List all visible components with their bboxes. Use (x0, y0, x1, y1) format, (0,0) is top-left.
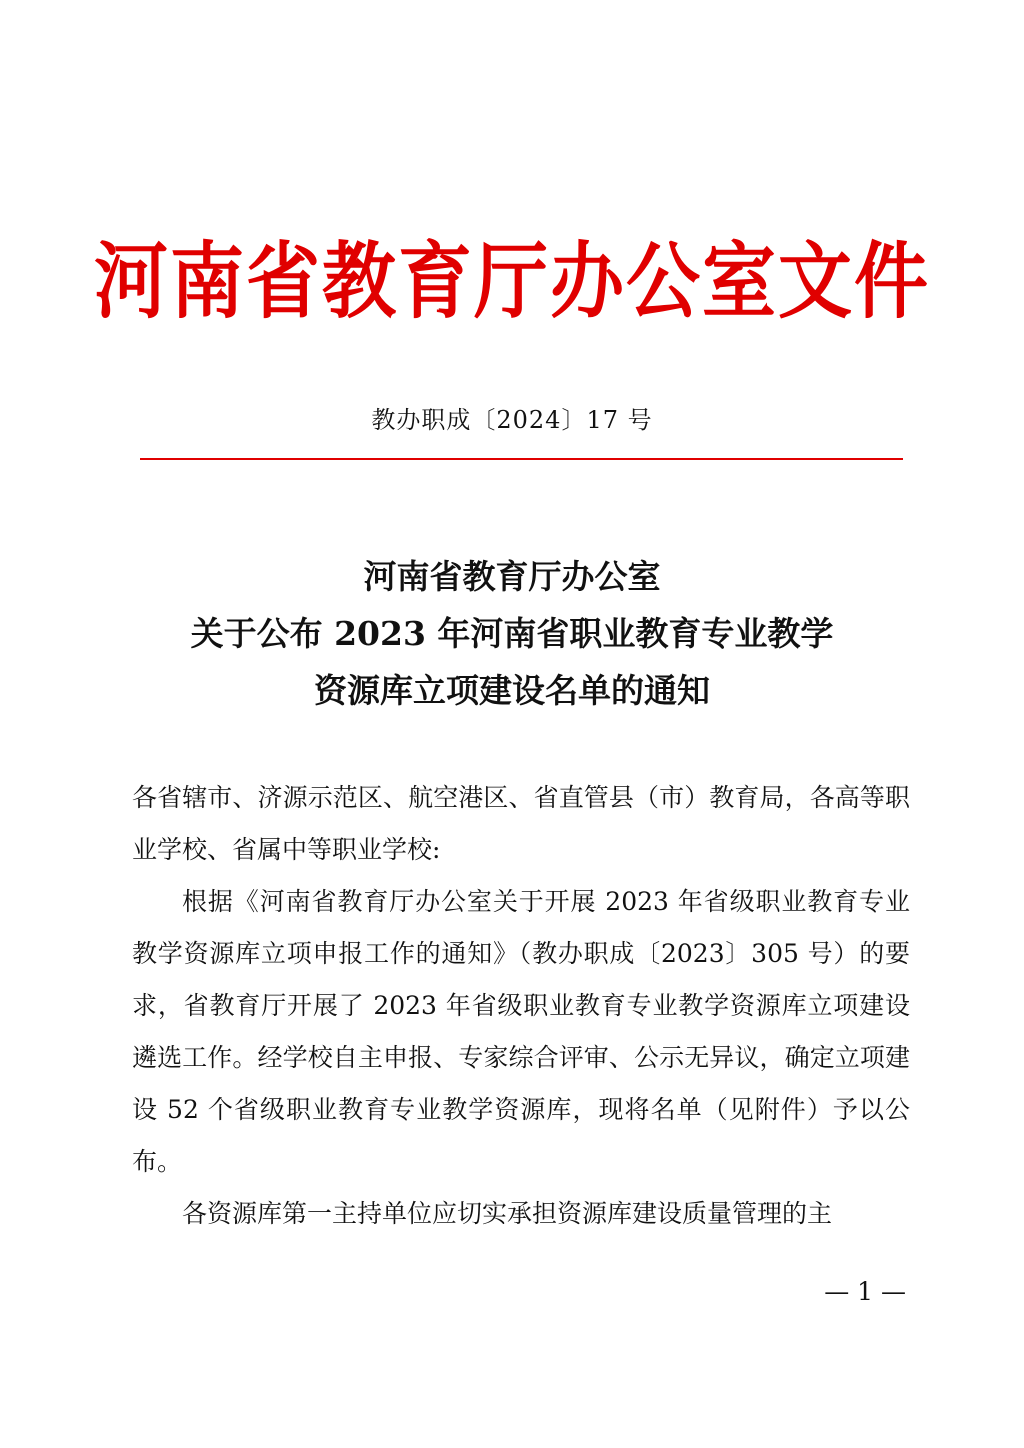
document-number: 教办职成〔2024〕17 号 (371, 406, 653, 434)
notice-body (132, 772, 910, 1240)
notice-title-line-3: 资源库立项建设名单的通知 (314, 671, 710, 710)
notice-title-line-1: 河南省教育厅办公室 (363, 557, 661, 596)
body-paragraph-2: 各资源库第一主持单位应切实承担资源库建设质量管理的主 (182, 1199, 833, 1228)
notice-title-line-2: 关于公布 2023 年河南省职业教育专业教学 (190, 614, 834, 653)
salutation: 各省辖市、济源示范区、航空港区、省直管县（市）教育局，各高等职业学校、省属中等职业学校: (132, 783, 910, 864)
body-paragraph-1: 根据《河南省教育厅办公室关于开展 2023 年省级职业教育专业教学资源库立项申报工作的通知》（教办职成〔2023〕305 号）的要求，省教育厅开展了 2023 年省级职业教育专业教学资源库立项建设遴选工作。经学校自主申报、专家综合评审、公示无异议，确定立项建设 52 个省级职业教育专业教学资源库，现将名单（见附件）予以公布。 (132, 887, 910, 1176)
issuer-header-title: 河南省教育厅办公室文件 (94, 233, 930, 331)
page-number: — 1 — (824, 1277, 906, 1306)
notice-title (100, 548, 924, 719)
red-divider-rule (140, 458, 903, 460)
